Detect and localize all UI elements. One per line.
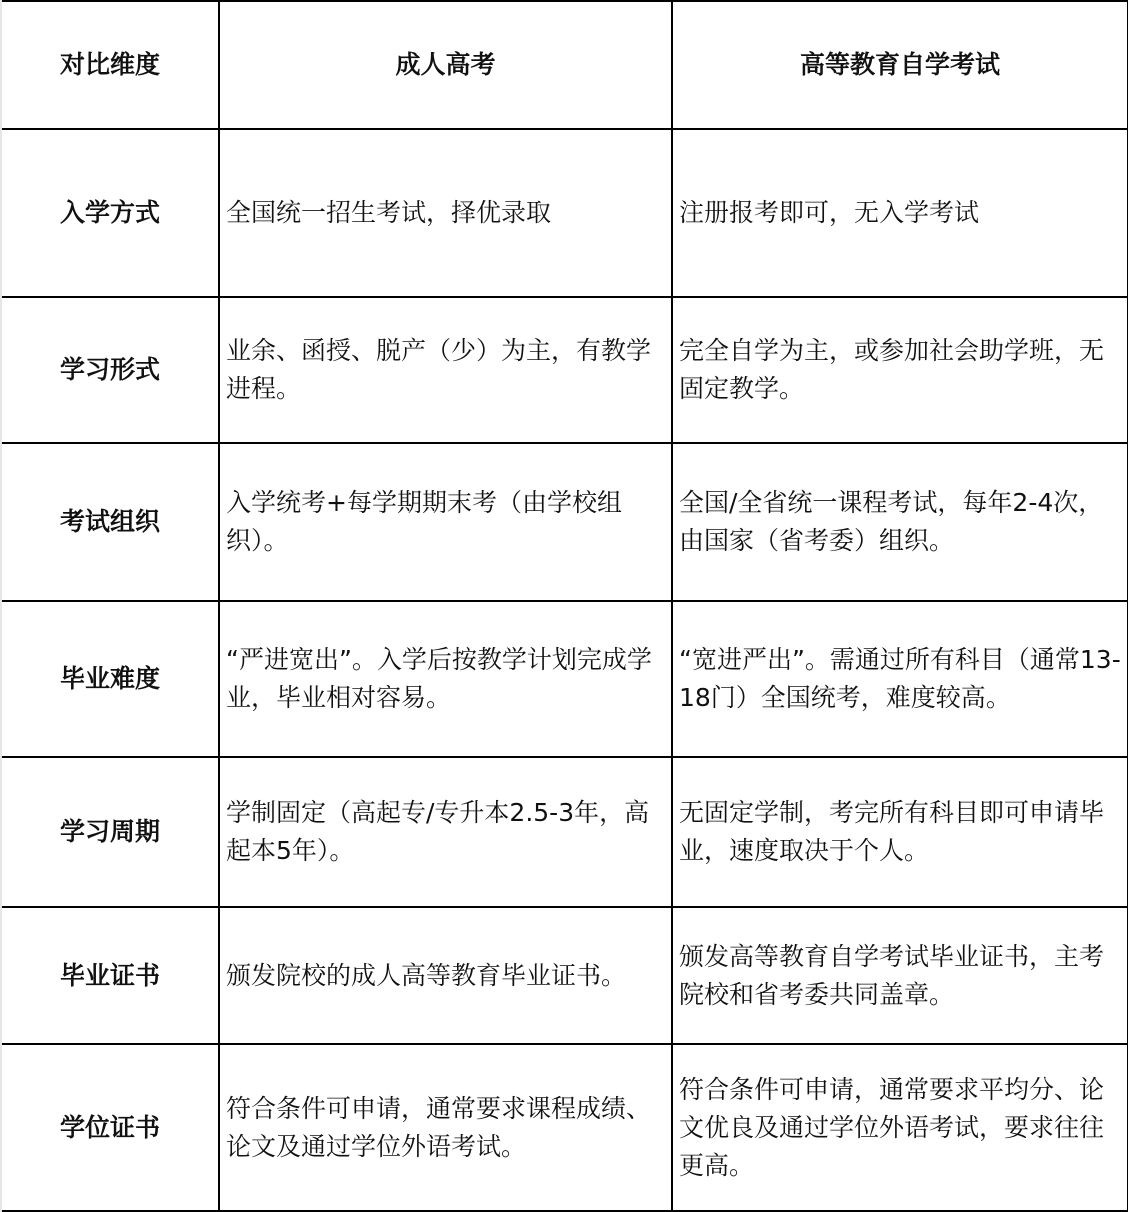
comparison-table [2, 0, 1128, 1212]
dimension-cell: 毕业难度 [2, 601, 219, 757]
self-study-exam-cell: 无固定学制，考完所有科目即可申请毕业，速度取决于个人。 [672, 757, 1128, 907]
table-row [2, 601, 1128, 757]
adult-exam-cell: 全国统一招生考试，择优录取 [219, 129, 672, 297]
header-row [2, 1, 1128, 129]
self-study-exam-cell: 全国/全省统一课程考试，每年2-4次，由国家（省考委）组织。 [672, 443, 1128, 601]
adult-exam-cell: 入学统考+每学期期末考（由学校组织）。 [219, 443, 672, 601]
header-self-study-exam: 高等教育自学考试 [672, 1, 1128, 129]
dimension-cell: 入学方式 [2, 129, 219, 297]
table-row [2, 129, 1128, 297]
adult-exam-cell: 符合条件可申请，通常要求课程成绩、论文及通过学位外语考试。 [219, 1044, 672, 1211]
adult-exam-cell: 业余、函授、脱产（少）为主，有教学进程。 [219, 297, 672, 443]
dimension-cell: 学习形式 [2, 297, 219, 443]
self-study-exam-cell: 完全自学为主，或参加社会助学班，无固定教学。 [672, 297, 1128, 443]
adult-exam-cell: 学制固定（高起专/专升本2.5-3年，高起本5年）。 [219, 757, 672, 907]
self-study-exam-cell: “宽进严出”。需通过所有科目（通常13-18门）全国统考，难度较高。 [672, 601, 1128, 757]
header-adult-exam: 成人高考 [219, 1, 672, 129]
table-row [2, 757, 1128, 907]
dimension-cell: 学位证书 [2, 1044, 219, 1211]
dimension-cell: 毕业证书 [2, 907, 219, 1044]
self-study-exam-cell: 颁发高等教育自学考试毕业证书，主考院校和省考委共同盖章。 [672, 907, 1128, 1044]
header-dimension: 对比维度 [2, 1, 219, 129]
self-study-exam-cell: 注册报考即可，无入学考试 [672, 129, 1128, 297]
table-row [2, 1044, 1128, 1211]
self-study-exam-cell: 符合条件可申请，通常要求平均分、论文优良及通过学位外语考试，要求往往更高。 [672, 1044, 1128, 1211]
adult-exam-cell: “严进宽出”。入学后按教学计划完成学业，毕业相对容易。 [219, 601, 672, 757]
adult-exam-cell: 颁发院校的成人高等教育毕业证书。 [219, 907, 672, 1044]
dimension-cell: 考试组织 [2, 443, 219, 601]
table-row [2, 297, 1128, 443]
dimension-cell: 学习周期 [2, 757, 219, 907]
table-row [2, 443, 1128, 601]
table-row [2, 907, 1128, 1044]
